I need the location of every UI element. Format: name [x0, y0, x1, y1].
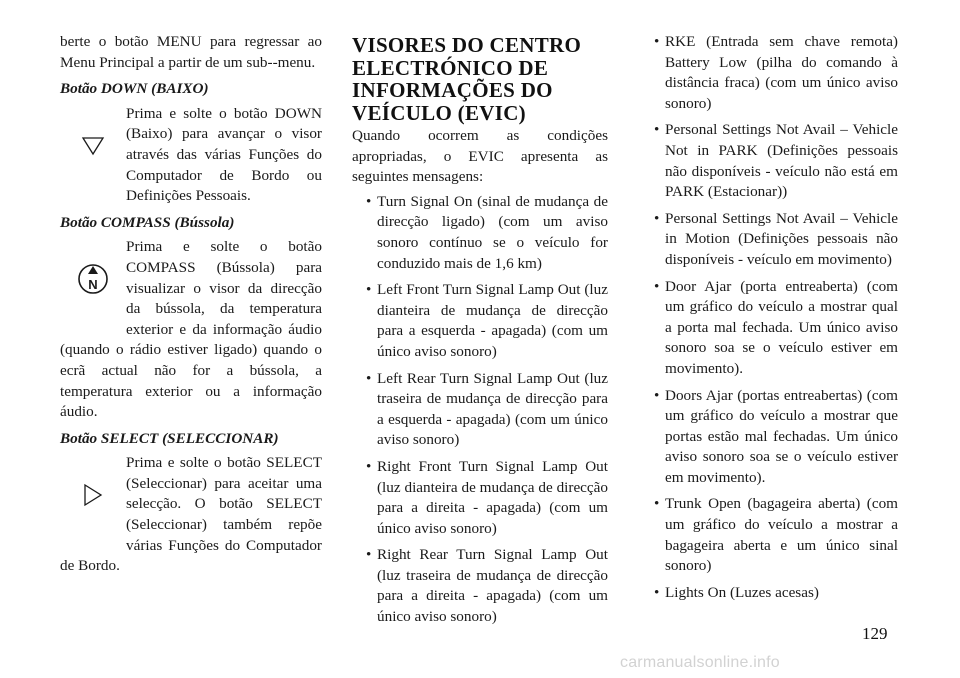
list-item: • Left Rear Turn Signal Lamp Out (luz traseira de mudança de direcção para a esquerda - apagada) (com um único aviso sonoro) — [366, 369, 608, 449]
list-item: • Personal Settings Not Avail – Vehicle in Motion (Definições pessoais não disponíveis - veículo em movimento) — [654, 209, 898, 268]
list-item: • Personal Settings Not Avail – Vehicle Not in PARK (Definições pessoais não disponíveis - veículo não está em PARK (Estacionar)) — [654, 121, 898, 201]
down-triangle-icon — [81, 135, 105, 157]
list-item: • Trunk Open (bagageira aberta) (com um gráfico do veículo a mostrar a bagageira aberta e um único sinal sonoro) — [654, 495, 898, 575]
down-button-text: Prima e solte o botão DOWN (Baixo) para avançar o visor através das várias Funções do Computador de Bordo ou Definições Pessoais. — [126, 104, 322, 205]
list-item: • Right Front Turn Signal Lamp Out (luz dianteira de mudança de direcção para a direita - apagada) (com um único aviso sonoro) — [366, 457, 608, 537]
down-button-section — [60, 104, 322, 207]
compass-button-section — [60, 237, 322, 422]
section-title: VISORES DO CENTRO ELECTRÓNICO DE INFORMAÇÕES DO VEÍCULO (EVIC) — [352, 33, 582, 125]
message-list-1 — [352, 192, 608, 628]
list-item: • Left Front Turn Signal Lamp Out (luz dianteira de mudança de direcção para a esquerda - apagada) (com um único aviso sonoro) — [366, 281, 608, 360]
list-item: • Lights On (Luzes acesas) — [654, 583, 819, 601]
column-right — [640, 32, 898, 609]
list-item: • Right Rear Turn Signal Lamp Out (luz traseira de mudança de direcção para a direita - apagada) (com um único aviso sonoro) — [366, 546, 608, 626]
down-button-heading: Botão DOWN (BAIXO) — [60, 80, 209, 98]
compass-button-heading: Botão COMPASS (Bússola) — [60, 213, 235, 231]
column-middle — [352, 32, 608, 634]
intro-text: berte o botão MENU para regressar ao Menu Principal a partir de um sub--menu. — [60, 33, 322, 71]
list-item: • Door Ajar (porta entreaberta) (com um gráfico do veículo a mostrar qual a porta mal fechada. Um único aviso sonoro soa se o veículo estiver em movimento). — [654, 277, 898, 377]
select-button-heading: Botão SELECT (SELECCIONAR) — [60, 429, 279, 447]
list-item: • Doors Ajar (portas entreabertas) (com um gráfico do veículo a mostrar que portas estão mal fechadas. Um único aviso sonoro soa se o veículo estiver em movimento). — [654, 386, 898, 486]
column-left — [60, 32, 322, 581]
page-number: 129 — [862, 624, 888, 643]
section-intro: Quando ocorrem as condições apropriadas, o EVIC apresenta as seguintes mensagens: — [352, 127, 608, 186]
compass-button-text: Prima e solte o botão COMPASS (Bússola) para visualizar o visor da direcção da bússola, da temperatura exterior e da informação áudio (quando o rádio estiver ligado) quando o ecrã actual não for a bússola, a temperatura exterior ou a informação áudio. — [60, 238, 322, 421]
list-item: • RKE (Entrada sem chave remota) Battery Low (pilha do comando à distância fraca) (com um único aviso sonoro) — [654, 33, 898, 112]
select-button-text: Prima e solte o botão SELECT (Seleccionar) para aceitar uma selecção. O botão SELECT (Seleccionar) também repõe várias Funções do Computador de Bordo. — [60, 454, 322, 575]
message-list-2 — [640, 32, 898, 603]
list-item: • Turn Signal On (sinal de mudança de direcção ligado) (com um aviso sonoro contínuo se o veículo for conduzido mais de 1,6 km) — [366, 192, 608, 272]
right-triangle-icon — [82, 483, 104, 507]
compass-n-icon — [78, 260, 108, 298]
svg-text:N: N — [88, 277, 98, 293]
select-button-section — [60, 453, 322, 577]
watermark: carmanualsonline.info — [620, 654, 780, 671]
